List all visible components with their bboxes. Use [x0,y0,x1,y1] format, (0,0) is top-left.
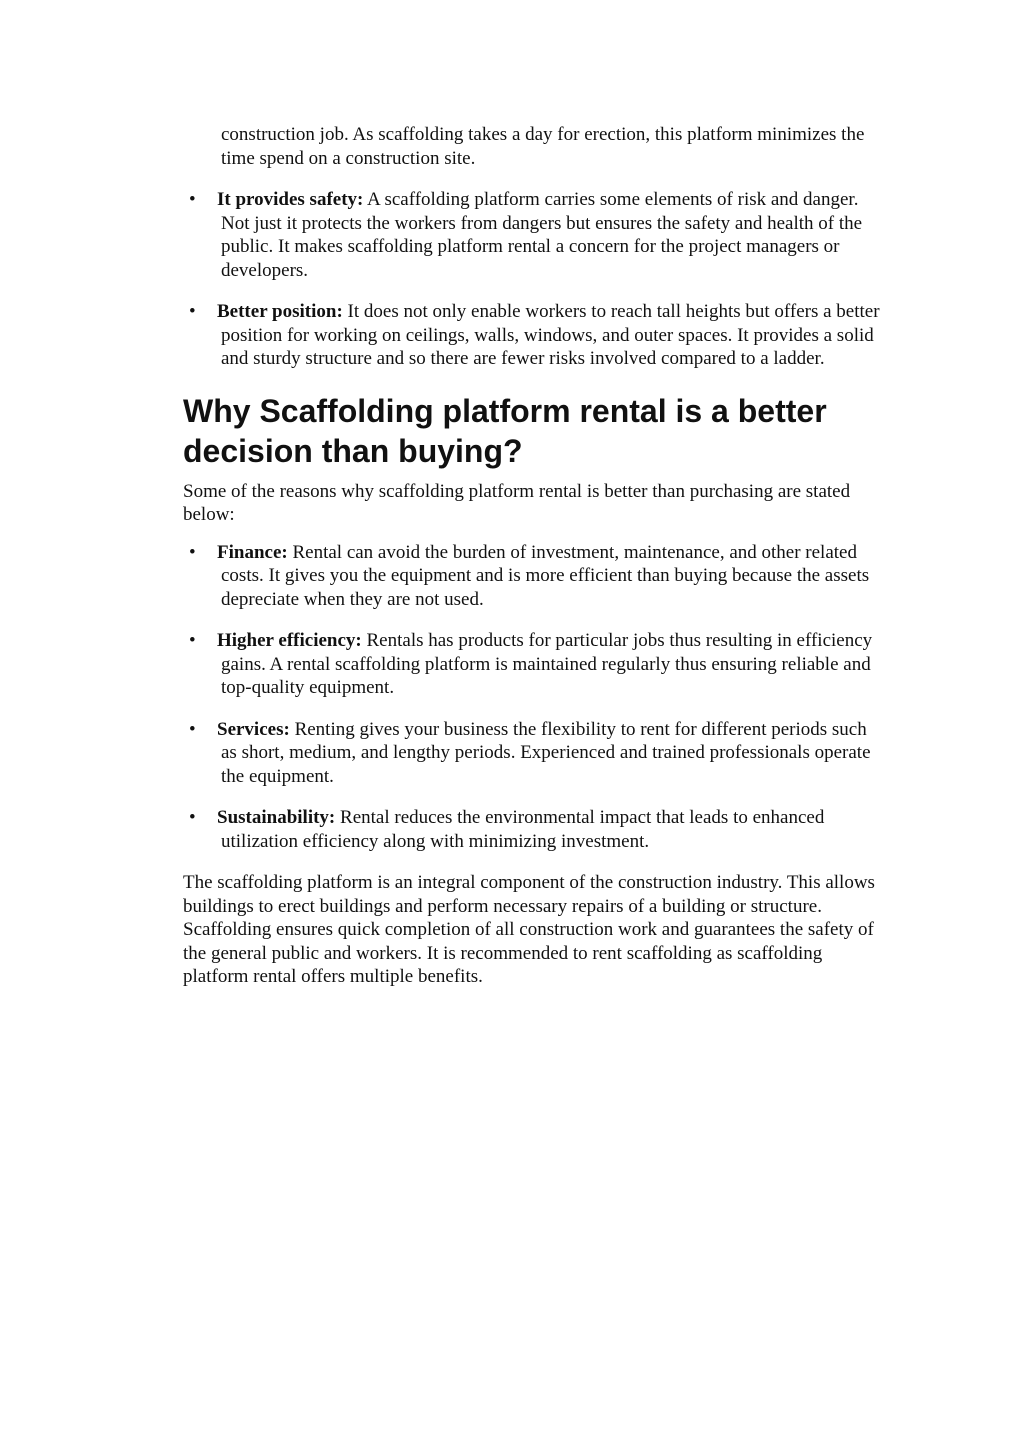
bullet-icon: • [189,541,196,563]
section-heading: Why Scaffolding platform rental is a better decision than buying? [183,392,827,469]
list-item-term: Sustainability: [217,807,336,828]
continuation-paragraph: construction job. As scaffolding takes a day for erection, this platform minimizes the time spend on a construction site. [221,124,865,169]
list-item-text: It does not only enable workers to reach tall heights but offers a better position for working on ceilings, walls, windows, and outer spaces. It provides a solid and sturdy structure and so there are fewer risks involved compared to a ladder. [221,301,880,369]
list-item-term: Services: [217,718,290,740]
list-item-services [183,718,883,789]
bullet-icon: • [189,189,196,210]
list-item-higher-efficiency [183,629,883,700]
list-item-term: Finance: [217,541,288,563]
closing-paragraph: The scaffolding platform is an integral component of the construction industry. This allows buildings to erect buildings and perform necessary repairs of a building or structure. Scaffolding ensures quick completion of all construction work and guarantees the safety of the general public and workers. It is recommended to rent scaffolding as scaffolding platform rental offers multiple benefits. [183,872,875,987]
document-page [183,123,883,989]
bullet-icon: • [189,807,196,828]
list-item-better-position [183,300,883,371]
list-item-finance [183,541,883,612]
list-item-safety [183,188,883,282]
list-item-text: Renting gives your business the flexibility to rent for different periods such as short, medium, and lengthy periods. Experienced and trained professionals operate the equipment. [221,718,871,787]
benefits-list [183,188,883,371]
bullet-icon: • [189,718,196,740]
list-item-sustainability [183,806,883,853]
bullet-icon: • [189,630,196,651]
reasons-list [183,541,883,854]
section-intro: Some of the reasons why scaffolding platform rental is better than purchasing are stated below: [183,480,851,525]
list-item-term: Higher efficiency: [217,630,362,651]
bullet-icon: • [189,301,196,322]
list-item-text: Rental reduces the environmental impact that leads to enhanced utilization efficiency along with minimizing investment. [221,807,825,852]
list-item-term: Better position: [217,301,343,322]
list-item-text: A scaffolding platform carries some elements of risk and danger. Not just it protects the workers from dangers but ensures the safety and health of the public. It makes scaffolding platform rental a concern for the project managers or developers. [221,189,863,281]
list-item-text: Rentals has products for particular jobs thus resulting in efficiency gains. A rental scaffolding platform is maintained regularly thus ensuring reliable and top-quality equipment. [221,630,873,698]
list-item-term: It provides safety: [217,189,364,210]
list-item-text: Rental can avoid the burden of investment, maintenance, and other related costs. It gives you the equipment and is more efficient than buying because the assets depreciate when they are not used. [221,541,870,610]
